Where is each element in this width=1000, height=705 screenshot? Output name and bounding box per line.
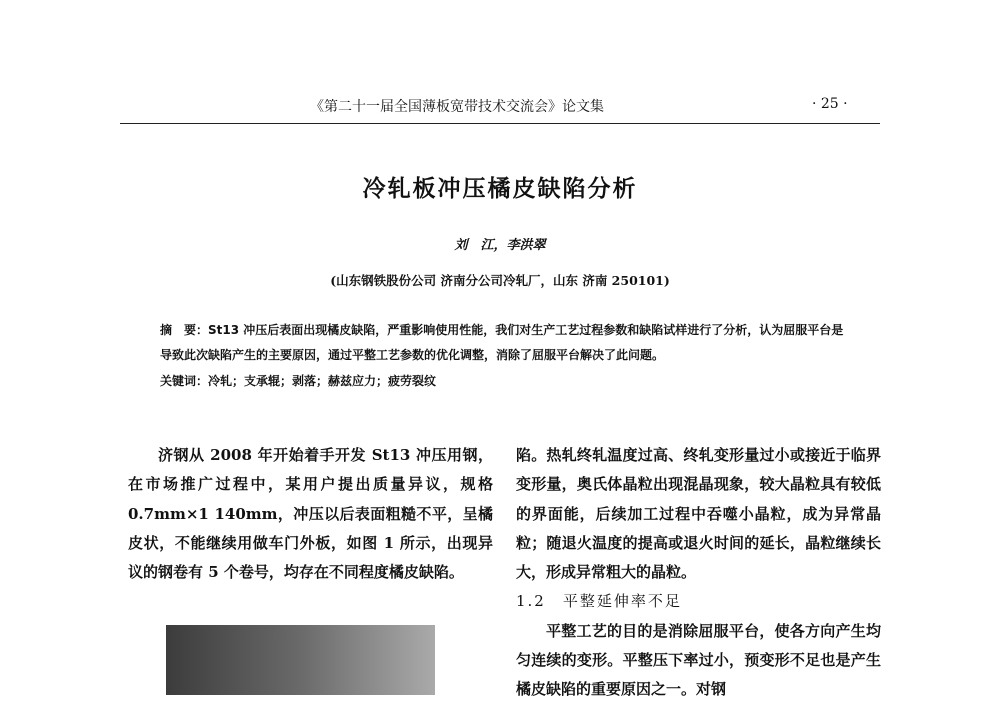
left-column [128, 441, 493, 587]
keywords: 冷轧；支承辊；剥落；赫兹应力；疲劳裂纹 [208, 373, 437, 388]
paper-title: 冷轧板冲压橘皮缺陷分析 [362, 176, 638, 202]
body-paragraph-2: 平整工艺的目的是消除屈服平台，使各方向产生均匀连续的变形。平整压下率过小，预变形不足也是产生橘皮缺陷的重要原因之一。对钢 [516, 621, 881, 699]
section-heading: 1.2 平整延伸率不足 [516, 592, 682, 611]
page-number: · 25 · [812, 96, 848, 112]
figure-1-image [166, 625, 435, 695]
abstract-label: 摘 要： [160, 323, 209, 337]
affiliation: (山东钢铁股份公司 济南分公司冷轧厂，山东 济南 250101) [330, 273, 670, 288]
abstract-text: St13 冲压后表面出现橘皮缺陷，严重影响使用性能，我们对生产工艺过程参数和缺陷试样进行了分析，认为屈服平台是导致此次缺陷产生的主要原因，通过平整工艺参数的优化调整，消除了屈服平台解决了此问题。 [160, 323, 844, 363]
right-column [516, 441, 881, 705]
abstract [160, 318, 850, 394]
keywords-label: 关键词： [160, 373, 209, 388]
authors: 刘 江，李洪翠 [454, 238, 546, 253]
header-rule [120, 123, 880, 124]
running-header: 《第二十一届全国薄板宽带技术交流会》论文集 [310, 99, 604, 115]
body-paragraph: 陷。热轧终轧温度过高、终轧变形量过小或接近于临界变形量，奥氏体晶粒出现混晶现象，较大晶粒具有较低的界面能，后续加工过程中吞噬小晶粒，成为异常晶粒；随退火温度的提高或退火时间的延长，晶粒继续长大，形成异常粗大的晶粒。 [516, 446, 881, 582]
intro-paragraph: 济钢从 2008 年开始着手开发 St13 冲压用钢，在市场推广过程中，某用户提出质量异议，规格 0.7mm×1 140mm，冲压以后表面粗糙不平，呈橘皮状，不能继续用做车门外板，如图 1 所示，出现异议的钢卷有 5 个卷号，均存在不同程度橘皮缺陷。 [128, 446, 493, 582]
